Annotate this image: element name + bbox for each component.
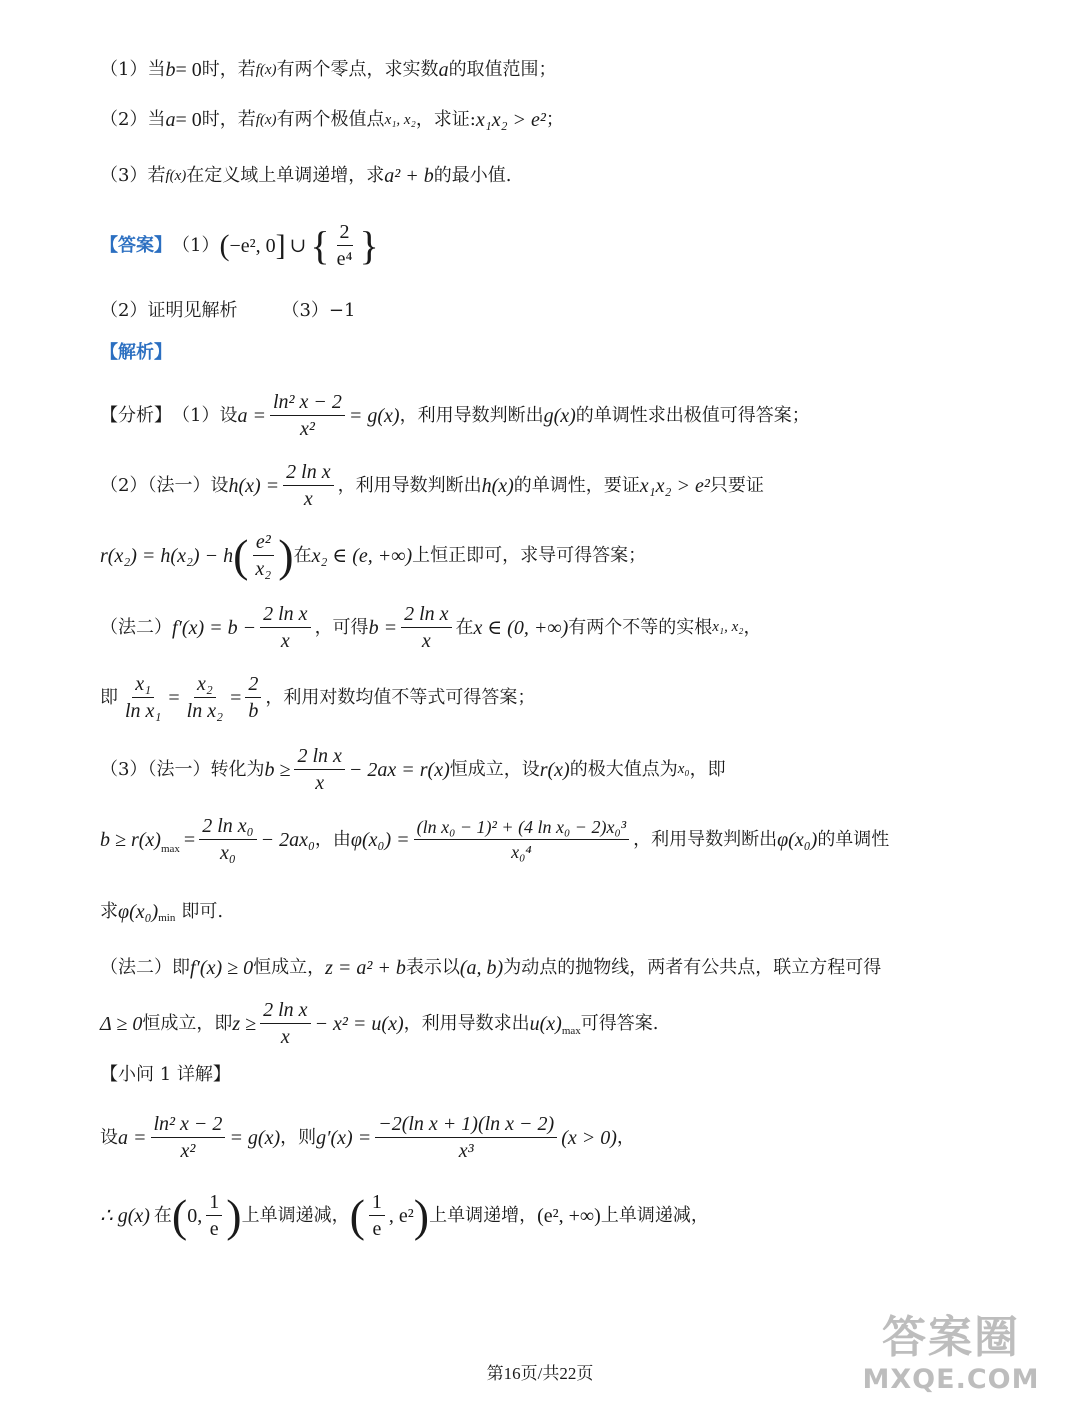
- f3-text2: 上恒正即可，求导可得答案；: [412, 544, 647, 566]
- f6-text3: ，即: [689, 758, 726, 780]
- f10-text3: 可得答案.: [580, 1012, 659, 1034]
- answer-part1: （1）: [172, 234, 220, 256]
- answer-tag: 【答案】: [100, 234, 172, 256]
- f7-fraction: [199, 816, 256, 863]
- d1-a: a =: [118, 1126, 147, 1149]
- f5-n1: x₁: [132, 674, 154, 698]
- fenxi-eq: = g(x): [348, 404, 400, 427]
- fenxi-part: （1）设: [172, 404, 238, 426]
- d2-i1-close: ): [226, 1189, 242, 1241]
- f6-text2: 的极大值点为: [569, 758, 678, 780]
- q2-fx: f(x): [255, 111, 277, 128]
- f4-text3: 有两个不等的实根: [568, 616, 713, 638]
- f10-fraction: [260, 1000, 310, 1047]
- d2-i2b: , e²: [388, 1204, 414, 1227]
- f4-text4: ，: [743, 616, 762, 638]
- f7-num2: (ln x₀ − 1)² + (4 ln x₀ − 2)x₀³: [414, 818, 629, 840]
- f7-num: 2 ln x₀: [199, 816, 256, 840]
- d2-i2-fraction: [369, 1192, 385, 1239]
- f10-text2: ，利用导数求出: [403, 1012, 530, 1034]
- fenxi-text1: ，利用导数判断出: [399, 404, 544, 426]
- answer-line-2: [100, 302, 1020, 320]
- f6-x0: x₀: [677, 761, 690, 777]
- d2-text1: 在: [153, 1204, 172, 1226]
- f10-num: 2 ln x: [260, 1000, 310, 1024]
- f9-text3: 为动点的抛物线，两者有公共点，联立方程可得: [503, 957, 882, 978]
- d2-i3: (e², +∞): [537, 1204, 601, 1227]
- f6-r: r(x): [539, 758, 570, 781]
- answer-interval-close: ]: [275, 228, 286, 262]
- answer-interval-open: (: [219, 228, 230, 262]
- q2-inequality: x₁x₂ > e²: [475, 109, 546, 131]
- answer-frac-num: 2: [337, 222, 353, 246]
- f9-part: （法二）即: [100, 957, 190, 978]
- q2-number: （2）当: [100, 109, 166, 130]
- f4-den: x: [280, 630, 290, 652]
- d2-text4: 上单调递减，: [600, 1204, 709, 1226]
- d1-line: [100, 1114, 1020, 1161]
- watermark-logo: [856, 1312, 1046, 1402]
- f4-fprime: f′(x) = b −: [172, 616, 257, 639]
- d1-num: ln² x − 2: [151, 1114, 226, 1138]
- q3-expression: a² + b: [384, 165, 434, 187]
- answer-part3: （3）−1: [281, 300, 356, 321]
- f8-text1: 即可.: [181, 901, 224, 922]
- f6-rest: − 2ax = r(x): [348, 758, 450, 781]
- f3-domain: x₂ ∈ (e, +∞): [311, 544, 413, 567]
- fenxi-tag: 【分析】: [100, 404, 172, 426]
- f6-text1: 恒成立，设: [449, 758, 540, 780]
- f5-text1: ，利用对数均值不等式可得答案；: [265, 686, 536, 708]
- f10-rest: − x² = u(x): [314, 1012, 404, 1035]
- q2-var-a: a: [165, 109, 176, 131]
- q3-number: （3）若: [100, 165, 166, 186]
- analysis-heading: [100, 344, 1020, 362]
- f7-max: max: [160, 843, 180, 855]
- question-2: [100, 110, 1020, 130]
- d1-num2: −2(ln x + 1)(ln x − 2): [375, 1114, 557, 1138]
- f3-paren-close: ): [278, 529, 294, 581]
- f7-rest: − 2ax₀: [260, 828, 315, 851]
- f5-d1: ln x₁: [125, 700, 162, 722]
- f6-b: b ≥: [264, 758, 291, 781]
- q1-fx: f(x): [255, 61, 277, 78]
- answer-union: ∪: [289, 234, 307, 257]
- d2-i1-open: (: [171, 1189, 188, 1241]
- f3-line: [100, 529, 1020, 581]
- d2-i2-open: (: [349, 1189, 365, 1241]
- d2-text2: 上单调递减，: [241, 1204, 350, 1226]
- answer-part2: （2）证明见解析: [100, 300, 238, 321]
- f6-den: x: [315, 772, 325, 794]
- f5-n3: 2: [245, 674, 261, 698]
- f7-den: x₀: [219, 842, 236, 864]
- f4-num: 2 ln x: [260, 604, 310, 628]
- f10-z: z ≥: [232, 1012, 257, 1035]
- d1-text2: ，: [616, 1126, 635, 1148]
- q3-fx: f(x): [165, 167, 187, 184]
- q2-text2: 有两个极值点: [276, 109, 385, 130]
- f7-phi: φ(x₀) =: [350, 828, 410, 851]
- f7-b: b ≥ r(x): [100, 828, 161, 851]
- question-3: [100, 166, 1020, 186]
- q1-var-b: b: [165, 59, 176, 81]
- detail-heading: [100, 1066, 1020, 1084]
- analysis-tag: 【解析】: [100, 342, 172, 363]
- q1-var-a: a: [438, 59, 449, 81]
- q2-text3: ，求证:: [415, 109, 476, 130]
- f4-text2: 在: [455, 616, 474, 638]
- watermark-url: MXQE.COM: [862, 1364, 1040, 1395]
- q2-eq: = 0: [175, 109, 202, 131]
- d2-i1a: 0,: [187, 1204, 203, 1227]
- f6-part: （3）（法一）转化为: [100, 758, 265, 780]
- fenxi-g: g(x): [543, 404, 576, 427]
- d1-den2: x³: [458, 1140, 474, 1162]
- f10-u: u(x): [529, 1012, 562, 1035]
- f8-line: [100, 902, 1020, 922]
- f5-d3: b: [248, 700, 259, 722]
- q1-number: （1）当: [100, 59, 166, 80]
- answer-set-close: }: [359, 222, 379, 268]
- f2-hx: h(x): [481, 474, 514, 497]
- d2-i1n: 1: [206, 1192, 222, 1216]
- f3-paren-open: (: [233, 529, 249, 581]
- f5-fraction3: [245, 674, 261, 721]
- question-1: [100, 60, 1020, 80]
- f9-text2: 表示以: [405, 957, 460, 978]
- d1-den: x²: [180, 1140, 196, 1162]
- f5-part: 即: [100, 686, 118, 708]
- d2-i2-close: ): [413, 1189, 430, 1241]
- q2-text1: 时，若: [201, 109, 256, 130]
- f5-fraction1: [122, 674, 164, 721]
- f7-text1: ，由: [314, 828, 351, 850]
- f2-text2: 的单调性，要证: [513, 474, 640, 496]
- f8-part: 求: [100, 901, 118, 922]
- f3-den: x₂: [255, 558, 272, 580]
- f9-ab: (a, b): [459, 957, 504, 979]
- f2-text3: 只要证: [709, 474, 764, 496]
- f7-line: [100, 816, 1020, 863]
- fenxi-line: [100, 392, 1020, 439]
- fenxi-num: ln² x − 2: [270, 392, 345, 416]
- fenxi-text2: 的单调性求出极值可得答案；: [575, 404, 810, 426]
- f2-fraction: [283, 462, 333, 509]
- f10-max: max: [561, 1025, 581, 1037]
- f8-min: min: [158, 912, 176, 924]
- f4-line: [100, 604, 1020, 651]
- f9-z: z = a² + b: [325, 957, 406, 979]
- d2-i1d: e: [209, 1218, 219, 1240]
- f4-fraction2: [401, 604, 451, 651]
- d2-line: [100, 1189, 1020, 1241]
- d1-condition: (x > 0): [561, 1126, 617, 1149]
- q1-text2: 有两个零点，求实数: [276, 59, 439, 80]
- fenxi-a: a =: [237, 404, 266, 427]
- f7-eq: =: [183, 828, 196, 851]
- f5-d2: ln x₂: [186, 700, 224, 722]
- f7-text2: ，利用导数判断出: [633, 828, 778, 850]
- f4-points: x₁, x₂: [712, 619, 744, 635]
- f10-line: [100, 1000, 1020, 1047]
- detail-tag: 【小问 1 详解】: [100, 1064, 231, 1085]
- f10-text1: 恒成立，即: [142, 1012, 233, 1034]
- d1-text1: ，则: [280, 1126, 317, 1148]
- f2-line: [100, 462, 1020, 509]
- d2-therefore: ∴ g(x): [100, 1204, 150, 1227]
- f7-text3: 的单调性: [817, 828, 890, 850]
- d2-text3: 上单调递增，: [429, 1204, 538, 1226]
- d2-i2d: e: [372, 1218, 382, 1240]
- q1-eq: = 0: [175, 59, 202, 81]
- f4-fraction: [260, 604, 310, 651]
- f7-fraction2: [414, 818, 629, 861]
- f4-num2: 2 ln x: [401, 604, 451, 628]
- d2-i2n: 1: [369, 1192, 385, 1216]
- answer-line: [100, 222, 1020, 269]
- d1-fraction: [151, 1114, 226, 1161]
- q3-text1: 在定义域上单调递增，求: [186, 165, 385, 186]
- f4-domain: x ∈ (0, +∞): [473, 616, 569, 639]
- f3-text1: 在: [293, 544, 312, 566]
- fenxi-fraction: [270, 392, 345, 439]
- page-number: 第16页/共22页: [486, 1364, 594, 1383]
- q3-text2: 的最小值.: [433, 165, 512, 186]
- f4-text1: ，可得: [314, 616, 369, 638]
- f3-fraction: [252, 532, 274, 579]
- answer-frac-den: e⁴: [336, 248, 353, 270]
- d1-gprime: g′(x) =: [316, 1126, 372, 1149]
- f6-line: [100, 746, 1020, 793]
- f4-b: b =: [368, 616, 398, 639]
- f4-den2: x: [421, 630, 431, 652]
- q2-text4: ；: [545, 109, 564, 130]
- f2-text1: ，利用导数判断出: [337, 474, 482, 496]
- q2-points: x₁, x₂: [384, 111, 416, 128]
- answer-interval: −e², 0: [229, 234, 276, 257]
- f4-part: （法二）: [100, 616, 172, 638]
- f10-delta: Δ ≥ 0: [100, 1012, 143, 1035]
- f3-r: r(x₂) = h(x₂) − h: [100, 544, 234, 567]
- q1-text1: 时，若: [201, 59, 256, 80]
- f5-n2: x₂: [194, 674, 216, 698]
- q1-text3: 的取值范围；: [448, 59, 557, 80]
- fenxi-den: x²: [299, 418, 315, 440]
- f3-num: e²: [253, 532, 274, 556]
- answer-fraction: [334, 222, 356, 269]
- f2-num: 2 ln x: [283, 462, 333, 486]
- d1-fraction2: [375, 1114, 557, 1161]
- d1-part: 设: [100, 1126, 118, 1148]
- f2-ineq: x₁x₂ > e²: [639, 474, 710, 497]
- f7-den2: x₀⁴: [511, 842, 532, 862]
- watermark-title: 答案圈: [882, 1312, 1020, 1363]
- f5-line: 即 $\frac{\text{x₁}}{\text{ln x₁}}$ = $\frac{\text{x₂}}{\text{ln x₂}}$ = $\frac{2}{b}$ ，利用对数均值不等式可得答案；: [100, 673, 536, 722]
- f9-text1: 恒成立，: [253, 957, 326, 978]
- f9-line: [100, 958, 1020, 978]
- answer-set-open: {: [310, 222, 330, 268]
- f2-h: h(x) =: [228, 474, 280, 497]
- f7-phi2: φ(x₀): [777, 828, 818, 851]
- d2-i1-fraction: [206, 1192, 222, 1239]
- f6-num: 2 ln x: [294, 746, 344, 770]
- f5-fraction2: [184, 674, 226, 721]
- f10-den: x: [280, 1026, 290, 1048]
- f2-den: x: [303, 488, 313, 510]
- d1-eq: = g(x): [229, 1126, 281, 1149]
- f2-part: （2）（法一）设: [100, 474, 229, 496]
- f6-fraction: [294, 746, 344, 793]
- f9-fprime: f′(x) ≥ 0: [190, 957, 254, 979]
- f8-phi: φ(x₀): [118, 901, 159, 923]
